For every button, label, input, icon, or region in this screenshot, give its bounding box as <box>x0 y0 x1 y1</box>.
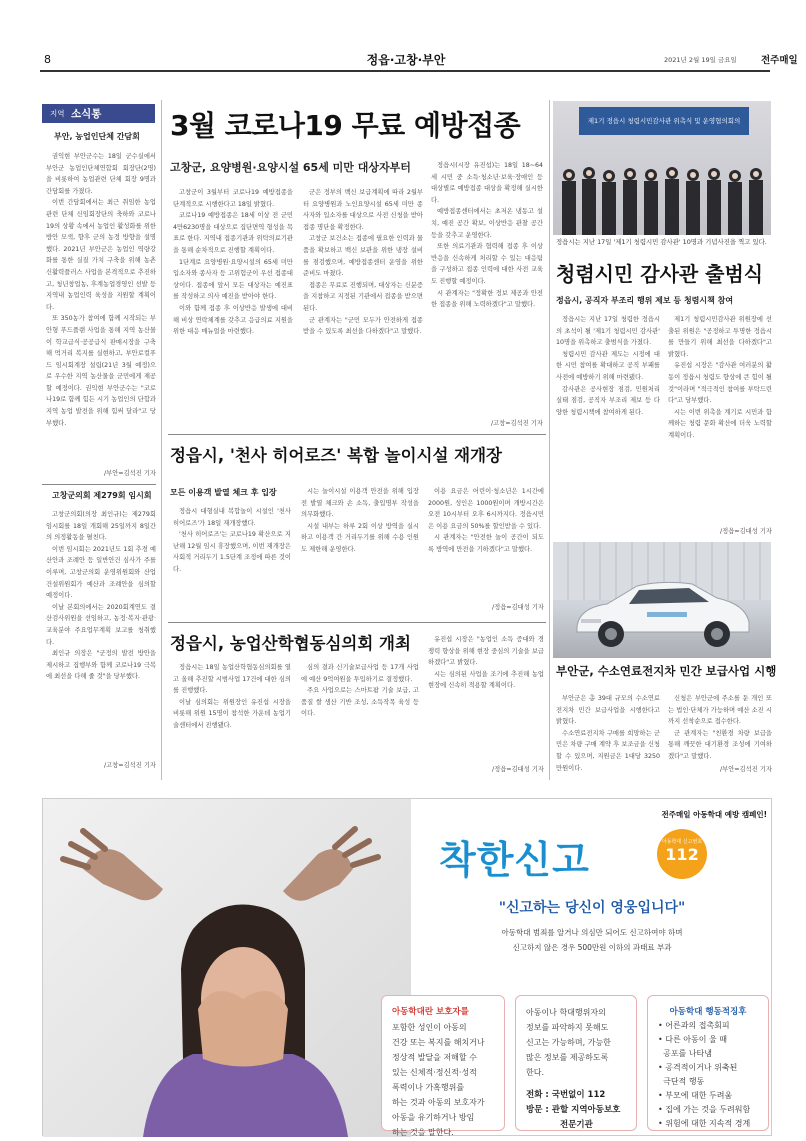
paragraph: 정읍시 대형실내 복합놀이 시설인 '천사 히어로즈'가 18일 재개장했다. <box>173 508 291 527</box>
ad-brand: 착한신고 <box>439 838 590 882</box>
paragraph: 이번 간담회에서는 최근 취임한 농업관련 단체 신임회장단의 축하와 코로나19의 상황 속에서 농업인 활성화를 위한 방안 모색, 향후 군의 농정 방향을 설명했다. 2021년 부안군은 농업인 역량강화를 통한 실질 가치 구축을 위해 농촌 신활력플러스 사업을 본격적으로 추진하고, 청년창업농, 후계농업경영인 선발 등 지역내 농업인력 육성을 지원할 계획이다. <box>46 199 156 311</box>
story2-photo <box>553 101 771 235</box>
card-line: • 부모에 대한 두려움 <box>658 1091 733 1100</box>
sidebar-label-box <box>42 104 155 123</box>
paragraph: 고창군의회(의장 최인규)는 제279회 임시회를 18일 개회해 25일까지 8일간의 의정활동을 펼친다. <box>46 511 156 542</box>
ad-desc-line1: 아동학대 범죄를 알거나 의심만 되어도 신고하여야 하며 <box>501 928 683 937</box>
paragraph: 시는 심의된 사업을 조기에 추진해 농업 현장에 신속히 적용할 계획이다. <box>428 670 544 690</box>
paragraph: 시는 놀이시설 이용객 안전을 위해 입장 전 발열 체크와 손 소독, 출입명부 작성을 의무화했다. <box>301 488 419 519</box>
spacer <box>526 1080 626 1088</box>
ad-desc-line2: 신고하지 않은 경우 500만원 이하의 과태료 부과 <box>512 943 672 952</box>
frightened-child-illustration <box>43 799 411 1137</box>
paragraph: 시 관계자는 "안전한 놀이 공간이 되도록 방역에 만전을 기하겠다"고 말했다. <box>428 534 544 553</box>
story3-col1 <box>173 506 291 618</box>
card-line: 정상적 발달을 저해할 수 <box>392 1053 477 1062</box>
paragraph: 신청은 부안군에 주소를 둔 개인 또는 법인·단체가 가능하며 예산 소진 시까지 선착순으로 접수한다. <box>668 695 772 726</box>
story1-col3 <box>431 160 543 415</box>
column-rule <box>549 100 550 780</box>
story1-deck: 고창군, 요양병원·요양시설 65세 미만 대상자부터 <box>170 161 411 174</box>
newspaper-name: 전주매일 <box>761 55 798 66</box>
contact-phone: 전화 : 국번없이 112 <box>526 1090 606 1100</box>
story4-col3 <box>428 634 544 762</box>
paragraph: 부안군은 총 39대 규모의 수소연료전지차 민간 보급사업을 시행한다고 밝혔다. <box>556 695 660 726</box>
story2-caption: 정읍시는 지난 17일 '제1기 청렴시민 감사관' 10명과 기념사진을 찍고 있다. <box>556 238 767 246</box>
banner-text: 제1기 정읍시 청렴시민감사관 위촉식 및 운영협의회의 <box>587 117 741 125</box>
paragraph: 시설 내부는 하루 2회 이상 방역을 실시하고 이용객 간 거리두기를 위해 수용 인원도 제한해 운영한다. <box>301 522 419 553</box>
story2-headline: 청렴시민 감사관 출범식 <box>556 262 764 286</box>
sidebar-item1-title: 부안, 농업인단체 간담회 <box>54 132 140 141</box>
page-header <box>0 0 806 80</box>
car-icon <box>567 572 757 652</box>
contact-visit: 방문 : 관할 지역아동보호 <box>526 1105 621 1115</box>
paragraph: 정읍시는 18일 농업산학협동심의회를 열고 올해 추진할 시범사업 17건에 대한 심의를 진행했다. <box>173 664 291 695</box>
contact-visit-cont: 전문기관 <box>560 1120 593 1130</box>
sidebar-item2-credit: /고창=김석진 기자 <box>104 762 156 769</box>
story5-col1 <box>556 693 660 775</box>
story1-col2 <box>303 187 423 427</box>
card-line: 아동을 유기하거나 방임 <box>392 1113 475 1122</box>
paragraph: '천사 히어로즈'는 코로나19 확산으로 지난해 12월 임시 휴장했으며, 이번 재개장은 사회적 거리두기 1.5단계 조정에 따른 것이다. <box>173 531 291 573</box>
paragraph: 주요 사업으로는 스마트팜 기술 보급, 고품질 쌀 생산 기반 조성, 소득작목 육성 등이다. <box>301 687 419 718</box>
sidebar-item2-body <box>46 509 156 759</box>
paragraph: 수소연료전지차 구매를 희망하는 군민은 차량 구매 계약 후 보조금을 신청할 수 있으며, 지원금은 1대당 3250만원이다. <box>556 729 660 772</box>
paragraph: 유진섭 시장은 "감사관 여러분의 활동이 정읍시 청렴도 향상에 큰 힘이 될 것"이라며 "적극적인 참여를 부탁드린다"고 당부했다. <box>668 362 772 405</box>
sidebar-divider <box>42 484 156 485</box>
paragraph: 군 관계자는 "군민 모두가 안전하게 접종받을 수 있도록 최선을 다하겠다"고 말했다. <box>303 316 423 336</box>
sidebar-label-a: 지역 <box>50 109 65 118</box>
story2-col1 <box>556 314 660 542</box>
sidebar-label-b: 소식통 <box>71 108 102 120</box>
story2-deck: 정읍시, 공직자 부조리 행위 제보 등 청렴시책 참여 <box>556 296 734 305</box>
ad-photo <box>43 799 411 1137</box>
card-line: 극단적 행동 <box>658 1077 705 1086</box>
card-line: 포함한 성인이 아동의 <box>392 1023 467 1032</box>
card-title: 아동학대 행동적징후 <box>669 1007 747 1017</box>
column-rule <box>161 100 162 780</box>
paragraph: 이와 함께 접종 후 이상반응 발생에 대비해 비상 연락체계를 갖추고 응급의료 지원을 위한 대응 매뉴얼을 마련했다. <box>173 304 293 336</box>
card-line: • 공격적이거나 위축된 <box>658 1063 738 1072</box>
card-line: 아동이나 학대행위자의 <box>526 1008 606 1017</box>
story5-col2 <box>668 693 772 763</box>
ad-card-report <box>515 995 637 1131</box>
story1-col1 <box>173 187 293 427</box>
card-line: 한다. <box>526 1068 544 1077</box>
card-line: • 어른과의 접촉회피 <box>658 1021 730 1030</box>
story-divider <box>168 434 546 435</box>
story1-credit: /고창=김석진 기자 <box>491 420 543 427</box>
paragraph: 유진섭 시장은 "농업인 소득 증대와 경쟁력 향상을 위해 현장 중심의 기술을 보급하겠다"고 밝혔다. <box>428 636 544 667</box>
story5-credit: /부안=김석진 기자 <box>720 766 772 773</box>
story4-credit: /정읍=김대성 기자 <box>492 766 544 773</box>
section-title: 정읍·고창·부안 <box>366 53 446 67</box>
paragraph: 군 관계자는 "친환경 차량 보급을 통해 깨끗한 대기환경 조성에 기여하겠다"고 말했다. <box>668 729 772 760</box>
story-divider <box>168 622 546 623</box>
card-line: 공포를 나타냄 <box>658 1049 712 1058</box>
story5-photo <box>553 542 771 658</box>
ad-card-definition <box>381 995 505 1137</box>
paragraph: 최인규 의장은 "군정의 발전 방안을 제시하고 집행부와 함께 코로나19 극복에 최선을 다해 줄 것"을 당부했다. <box>46 650 156 681</box>
story3-headline: 정읍시, '천사 히어로즈' 복합 놀이시설 재개장 <box>170 446 502 465</box>
story5-headline: 부안군, 수소연료전지차 민간 보급사업 시행 <box>556 664 777 678</box>
story1-headline: 3월 코로나19 무료 예방접종 <box>170 109 521 142</box>
paragraph: 코로나19 예방접종은 18세 이상 전 군민 4만6230명을 대상으로 집단면역 형성을 목표로 한다. 지역내 접종기관과 위탁의료기관을 통해 순차적으로 진행할 계획이다. <box>173 212 293 254</box>
sidebar-item1-credit: /부안=김석진 기자 <box>104 470 156 477</box>
story3-col2 <box>301 486 419 616</box>
issue-date: 2021년 2월 19일 금요일 <box>664 56 737 64</box>
card-line: 많은 정보를 제공하도록 <box>526 1053 609 1062</box>
card-line: • 집에 가는 것을 두려워함 <box>658 1105 751 1114</box>
paragraph: 심의 결과 신기술보급사업 등 17개 사업에 예산 9억여원을 투입하기로 결정했다. <box>301 664 419 683</box>
group-of-people <box>557 163 767 235</box>
paragraph: 1단계로 요양병원·요양시설의 65세 미만 입소자와 종사자 등 고위험군이 우선 접종대상이다. 접종에 앞서 모든 대상자는 예진표를 작성하고 의사 예진을 받아야 한다. <box>173 258 293 301</box>
page-number: 8 <box>44 53 51 66</box>
card-line: 신고는 가능하며, 가능한 <box>526 1038 611 1047</box>
paragraph: 이날 심의회는 위원장인 유진섭 시장을 비롯해 위원 15명이 참석한 가운데 농업기술센터에서 진행됐다. <box>173 698 291 729</box>
paragraph: 접종은 무료로 진행되며, 대상자는 신분증을 지참하고 지정된 기관에서 접종을 받으면 된다. <box>303 281 423 312</box>
sidebar-item1-body <box>46 151 156 469</box>
story3-col3 <box>428 486 544 600</box>
paragraph: 이날 본회의에서는 2020회계연도 결산검사위원을 선임하고, 농정·복지·관광·교육분야 주요업무계획 보고를 청취했다. <box>46 603 156 646</box>
card-line: • 위험에 대한 지속적 경계 <box>658 1119 751 1128</box>
ad-card-signs <box>647 995 769 1131</box>
ad-slogan: "신고하는 당신이 영웅입니다" <box>498 900 686 916</box>
story3-deck: 모든 이용객 발열 체크 후 입장 <box>170 488 277 497</box>
header-rule <box>40 70 770 72</box>
card-line: 건강 또는 복지를 해치거나 <box>392 1038 485 1047</box>
badge-label: 아동학대 신고번호 <box>661 839 703 845</box>
paragraph: 군은 정부의 백신 보급계획에 따라 2월부터 요양병원과 노인요양시설 65세 미만 종사자와 입소자를 대상으로 사전 신청을 받아 접종 명단을 확정한다. <box>303 189 423 231</box>
card-line: 정보를 파악하지 못해도 <box>526 1023 609 1032</box>
sidebar-item2-title: 고창군의회 제279회 임시회 <box>52 491 152 500</box>
card-line: 폭력이나 가혹행위를 <box>392 1083 465 1092</box>
badge-112 <box>657 829 707 879</box>
card-line: 있는 신체적·정신적·성적 <box>392 1068 477 1077</box>
story4-col1 <box>173 662 291 776</box>
paragraph: 시 관계자는 "정확한 정보 제공과 안전한 접종을 위해 노력하겠다"고 말했다. <box>431 289 543 309</box>
story2-col2 <box>668 314 772 524</box>
card-line: • 다른 아동이 울 때 <box>658 1035 727 1044</box>
card-line: 하는 것을 말한다. <box>392 1128 454 1137</box>
ad-campaign-title: 전주매일 아동학대 예방 캠페인! <box>661 810 767 819</box>
story4-headline: 정읍시, 농업산학협동심의회 개최 <box>170 634 411 653</box>
paragraph: 정읍시는 지난 17일 청렴한 정읍시의 초석이 될 '제1기 청렴시민 감사관' 10명을 위촉하고 출범식을 가졌다. <box>556 316 660 347</box>
badge-number: 112 <box>665 845 699 864</box>
paragraph: 감사관은 공사현장 점검, 민원처리 실태 점검, 공직자 부조리 제보 등 다양한 청렴시책에 참여하게 된다. <box>556 385 660 416</box>
paragraph: 또한 의료기관과 협력해 접종 후 이상반응을 신속하게 처리할 수 있는 대응팀을 구성하고 접종 인력에 대한 사전 교육도 진행할 예정이다. <box>431 243 543 285</box>
story3-credit: /정읍=김대성 기자 <box>492 604 544 611</box>
child-abuse-ad <box>42 798 772 1136</box>
card-line: 하는 것과 아동의 보호자가 <box>392 1098 485 1107</box>
ceremony-banner <box>579 107 749 135</box>
paragraph: 예방접종센터에서는 초저온 냉동고 설치, 예진 공간 확보, 이상반응 관찰 공간 등을 갖추고 운영한다. <box>431 208 543 239</box>
paragraph: 이용 요금은 어린이·청소년은 1시간에 2000원, 성인은 1000원이며 개방시간은 오전 10시부터 오후 6시까지다. 정읍시민은 이용 요금의 50%를 할인받을 수 있다. <box>428 488 544 530</box>
paragraph: 시는 이번 위촉을 계기로 시민과 함께하는 청렴 문화 확산에 더욱 노력할 계획이다. <box>668 408 772 439</box>
news-sidebar <box>42 104 156 784</box>
paragraph: 또 350농가 참여에 함께 시작되는 부안형 푸드플랜 사업을 통해 지역 농산물이 학교급식·공공급식 판매시장을 구축해 먹거리 복지를 실현하고, 부안로컬푸드 임시회계장 설립(21년 3월 예정)으로 우수한 지역 농산물을 군민에게 제공할 예정이다. 권익현 부안군수는 "코로나19로 함께 힘든 시기 농업인의 단합과 지역 농업 발전을 위해 힘써 달라"고 당부했다. <box>46 315 156 427</box>
paragraph: 청렴시민 감사관 제도는 시정에 대한 시민 참여를 확대하고 공직 부패를 사전에 예방하기 위해 마련됐다. <box>556 350 660 381</box>
paragraph: 권익현 부안군수는 18일 군수실에서 부안군 농업인단체연합회 회장단(2명)을 비롯하여 농업관련 단체 회장 9명과 간담회를 가졌다. <box>46 153 156 195</box>
paragraph: 고창군이 3월부터 코로나19 예방접종을 단계적으로 시행한다고 18일 밝혔다. <box>173 189 293 208</box>
paragraph: 이번 임시회는 2021년도 1회 추경 예산안과 조례안 등 일반안건 심사가 주를 이루며, 고창군의회 운영위원회와 산업건설위원회가 예산과 조례안을 심의할 예정이다. <box>46 545 156 600</box>
story2-credit: /정읍=김대성 기자 <box>720 528 772 535</box>
story4-col2 <box>301 662 419 776</box>
paragraph: 정읍시(시장 유진섭)는 18일 18~64세 시민 중 소득·청소년·보육·장애인 등 대상별로 예방접종 대상을 확정해 실시한다. <box>431 162 543 204</box>
paragraph: 제1기 청렴시민감사관 위원장에 선출된 위원은 "공정하고 투명한 정읍시를 만들기 위해 최선을 다하겠다"고 밝혔다. <box>668 316 772 358</box>
card-title: 아동학대란 보호자를 <box>392 1007 469 1017</box>
paragraph: 고창군 보건소는 접종에 필요한 인력과 물품을 확보하고 백신 보관을 위한 냉장 설비를 점검했으며, 예방접종센터 운영을 위한 준비도 마쳤다. <box>303 235 423 278</box>
